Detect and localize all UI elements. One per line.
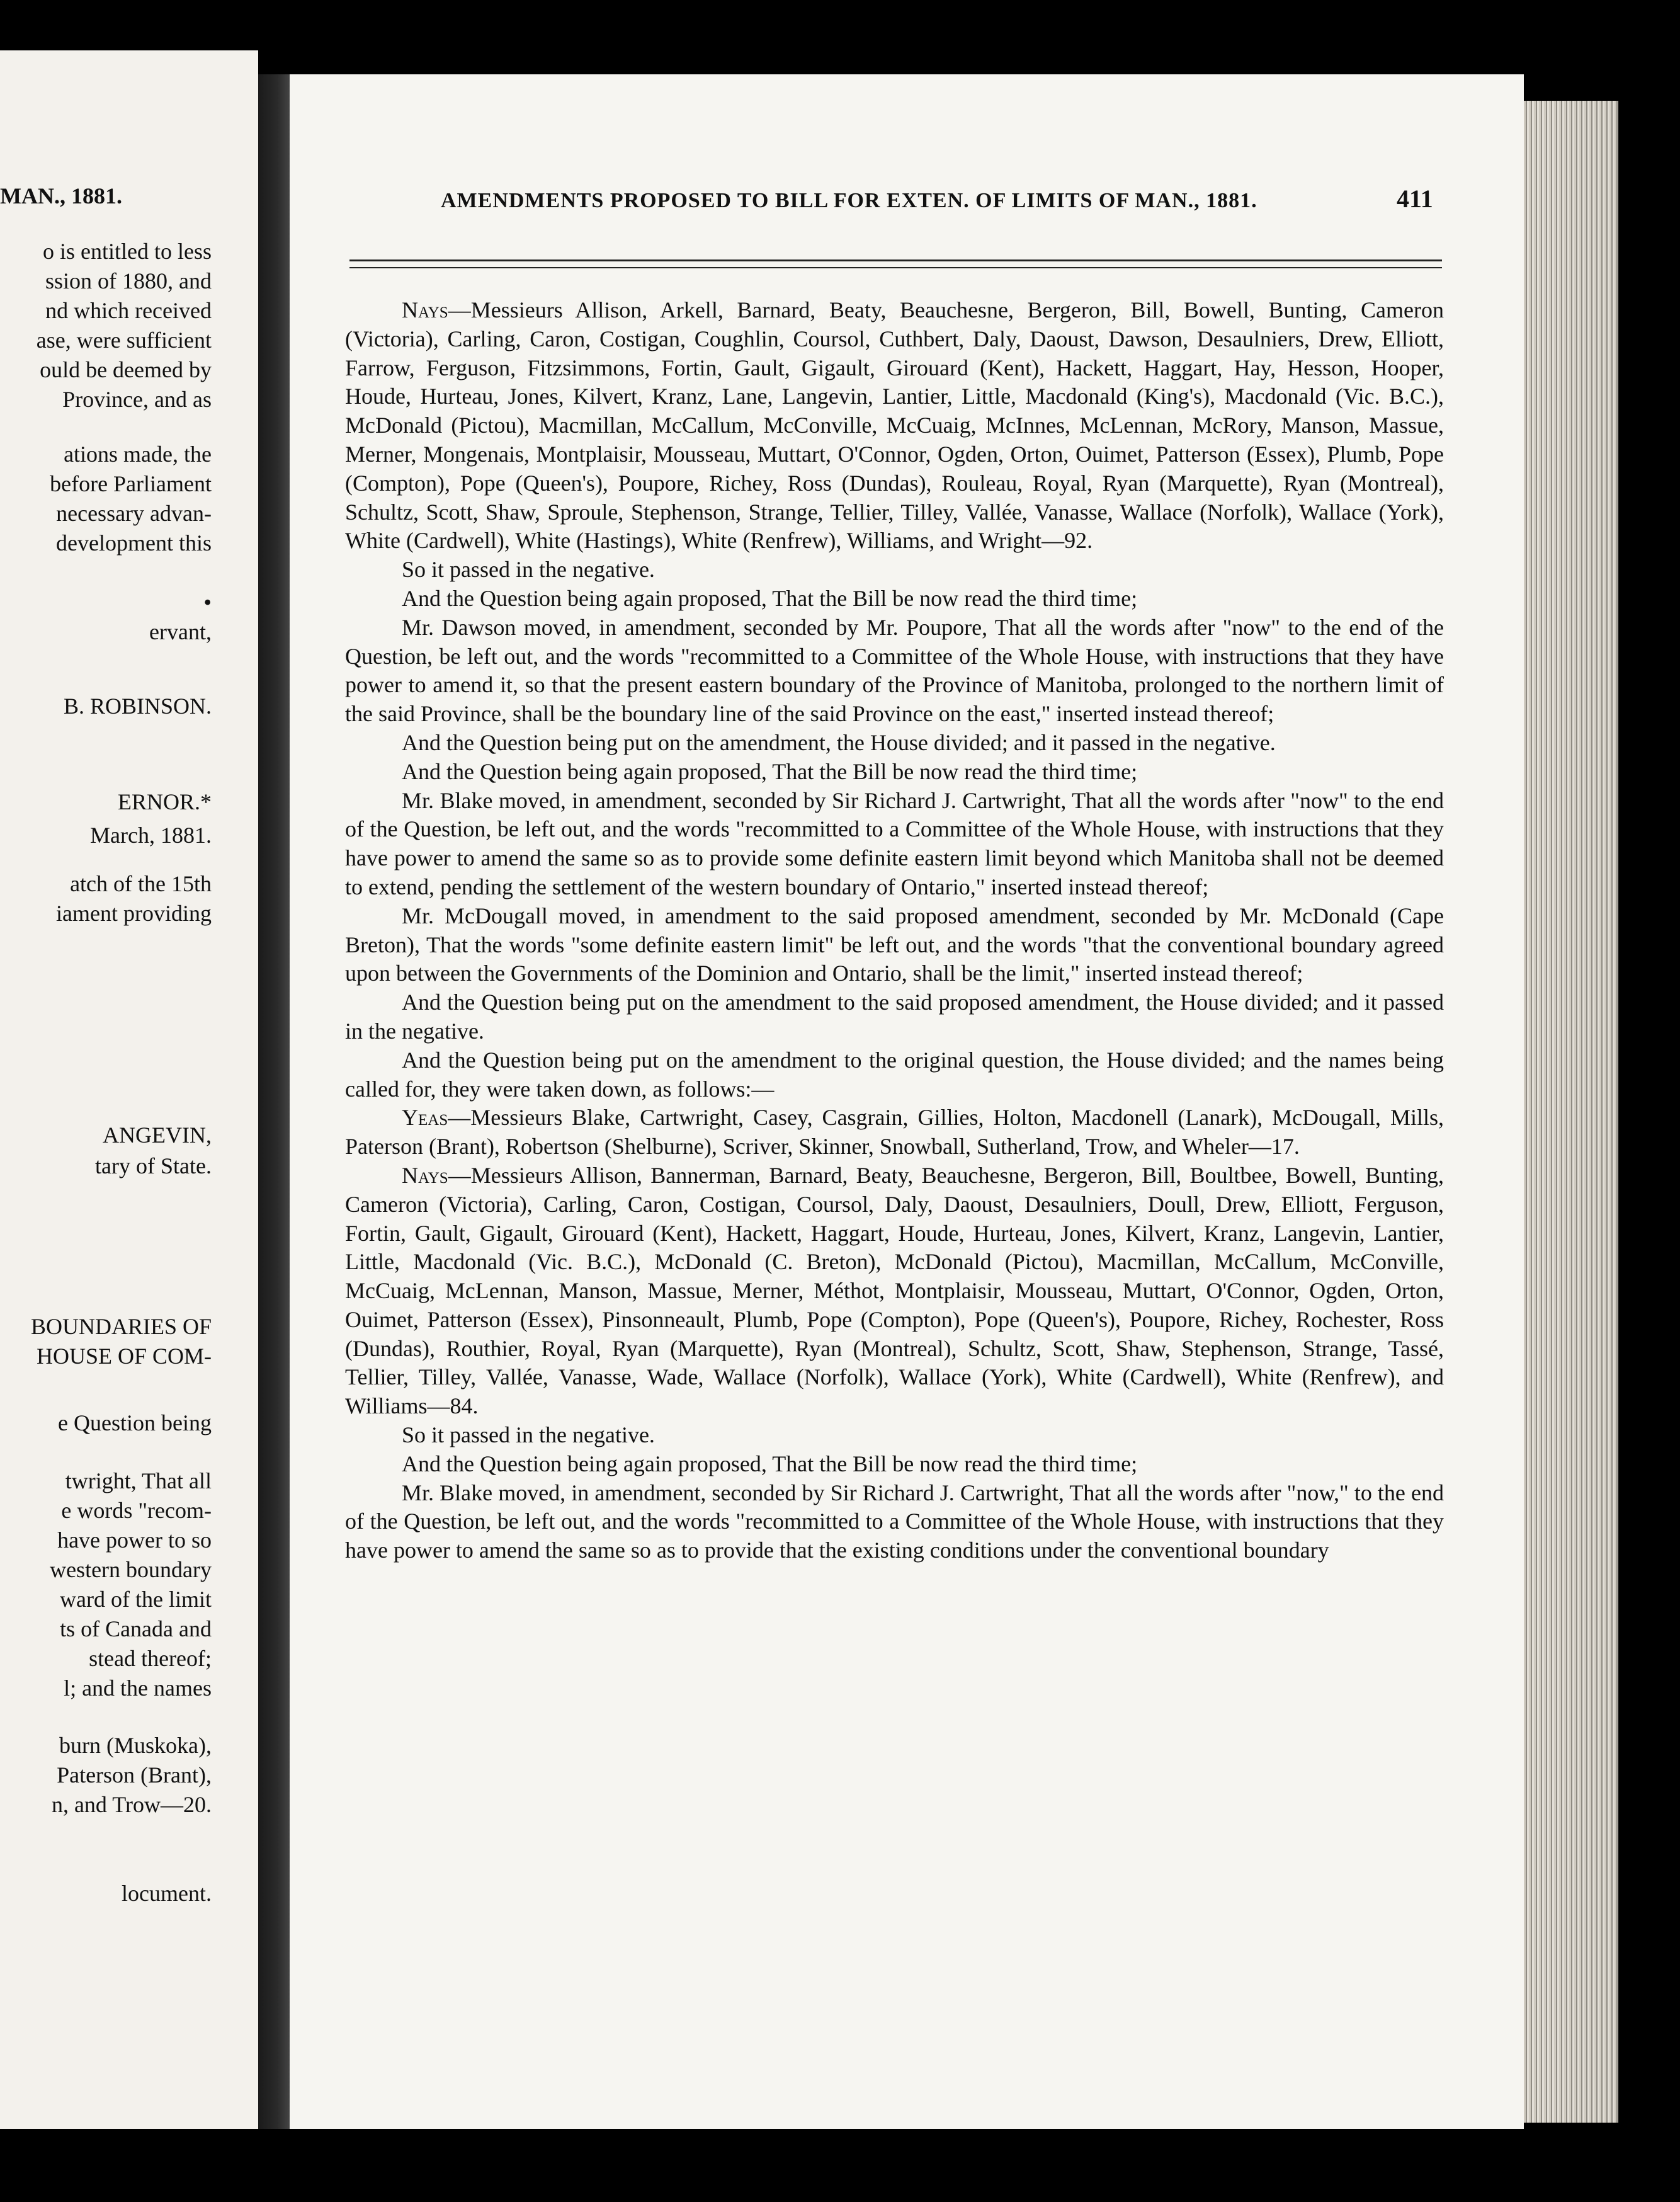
header-rule-thin	[349, 267, 1442, 268]
paragraph-text: —Messieurs Blake, Cartwright, Casey, Casgrain, Gillies, Holton, Macdonell (Lanark), McDougall, Mills, Paterson (Brant), Robertson (Shelburne), Scriver, Skinner, Snowball, Sutherland, Trow, and Wheler—17.	[345, 1105, 1444, 1160]
left-page-line: stead thereof;	[89, 1646, 212, 1671]
paragraph	[345, 988, 1444, 1046]
paragraph-text: —Messieurs Allison, Arkell, Barnard, Beaty, Beauchesne, Bergeron, Bill, Bowell, Bunting, Cameron (Victoria), Carling, Caron, Costigan, Coughlin, Coursol, Cuthbert, Daly, Daoust, Dawson, Desaulniers, Drew, Elliott, Farrow, Ferguson, Fitzsimmons, Fortin, Gault, Gigault, Girouard (Kent), Hackett, Haggart, Hay, Hesson, Hooper, Houde, Hurteau, Jones, Kilvert, Kranz, Lane, Langevin, Lantier, Little, Macdonald (King's), Macdonald (Vic. B.C.), McDonald (Pictou), Macmillan, McCallum, McConville, McCuaig, McInnes, McLennan, McRory, Manson, Massue, Merner, Mongenais, Montplaisir, Mousseau, Muttart, O'Connor, Ogden, Orton, Ouimet, Patterson (Essex), Plumb, Pope (Compton), Pope (Queen's), Poupore, Richey, Ross (Dundas), Rouleau, Royal, Ryan (Marquette), Ryan (Montreal), Schultz, Scott, Shaw, Sproule, Stephenson, Strange, Tellier, Tilley, Vallée, Vanasse, Wallace (Norfolk), Wallace (York), White (Cardwell), White (Hastings), White (Renfrew), Williams, and Wright—92.	[345, 297, 1444, 554]
left-page-line: western boundary	[50, 1557, 212, 1582]
left-page-line: before Parliament	[50, 471, 212, 496]
paragraph-text: And the Question being again proposed, That the Bill be now read the third time;	[402, 585, 1138, 611]
vote-label: Nays	[402, 1162, 448, 1188]
left-page-line: ssion of 1880, and	[45, 268, 212, 294]
paragraph	[345, 1479, 1444, 1565]
paragraph	[345, 556, 1444, 585]
page-number: 411	[1397, 185, 1433, 213]
page-gutter	[258, 74, 290, 2129]
paragraph	[345, 1104, 1444, 1161]
left-page-line: development this	[56, 530, 212, 556]
paragraph-text: Mr. Dawson moved, in amendment, seconded by Mr. Poupore, That all the words after "now" to the end of the Question, be left out, and the words "recommitted to a Committee of the Whole House, with instructions that they have power to amend it, so that the present eastern boundary of the Province of Manitoba, prolonged to the northern limit of the said Province, shall be the boundary line of the said Province on the east," inserted instead thereof;	[345, 614, 1444, 727]
paragraph-text: So it passed in the negative.	[402, 1422, 655, 1448]
paragraph	[345, 613, 1444, 729]
left-page-line: ations made, the	[64, 442, 212, 467]
paragraph-text: And the Question being put on the amendment to the said proposed amendment, the House divided; and it passed in the negative.	[345, 990, 1444, 1044]
paragraph	[345, 1046, 1444, 1104]
paragraph	[345, 585, 1444, 613]
left-page-line: ERNOR.*	[117, 789, 212, 814]
left-page-line: nd which received	[45, 298, 212, 323]
paragraph-text: Mr. Blake moved, in amendment, seconded by Sir Richard J. Cartwright, That all the words after "now," to the end of the Question, be left out, and the words "recommitted to a Committee of the Whole House, with instructions that they have power to amend the same so as to provide that the existing conditions under the conventional boundary	[345, 1480, 1444, 1563]
left-page-line: B. ROBINSON.	[63, 693, 212, 719]
left-page-line: ANGEVIN,	[103, 1122, 212, 1148]
left-page-line: ts of Canada and	[60, 1616, 212, 1641]
page-edges	[1524, 101, 1618, 2123]
left-page-line: HOUSE OF COM-	[36, 1343, 212, 1369]
left-page-line: Paterson (Brant),	[57, 1762, 212, 1788]
left-page-line: atch of the 15th	[70, 871, 212, 896]
paragraph	[345, 902, 1444, 988]
paragraph-text: So it passed in the negative.	[402, 557, 655, 583]
paragraph-text: —Messieurs Allison, Bannerman, Barnard, Beaty, Beauchesne, Bergeron, Bill, Boultbee, Bowell, Bunting, Cameron (Victoria), Carling, Caron, Costigan, Coursol, Daly, Daoust, Desaulniers, Doull, Drew, Elliott, Ferguson, Fortin, Gault, Gigault, Girouard (Kent), Hackett, Haggart, Houde, Hurteau, Jones, Kilvert, Kranz, Langevin, Lantier, Little, Macdonald (Vic. B.C.), McDonald (C. Breton), McDonald (Pictou), Macmillan, McCallum, McConville, McCuaig, McLennan, Manson, Massue, Merner, Méthot, Montplaisir, Mousseau, Muttart, O'Connor, Ogden, Orton, Ouimet, Patterson (Essex), Pinsonneault, Plumb, Pope (Compton), Pope (Queen's), Poupore, Richey, Rochester, Ross (Dundas), Routhier, Royal, Ryan (Marquette), Ryan (Montreal), Schultz, Scott, Shaw, Stephenson, Strange, Tassé, Tellier, Tilley, Vallée, Vanasse, Wade, Wallace (Norfolk), Wallace (York), White (Cardwell), White (Renfrew), and Williams—84.	[345, 1162, 1444, 1419]
left-page-line: Province, and as	[62, 387, 212, 412]
left-page-line: •	[203, 590, 212, 615]
left-page-line: necessary advan-	[56, 501, 212, 526]
paragraph	[345, 1161, 1444, 1421]
left-page-line: twright, That all	[65, 1468, 212, 1493]
vote-label: Yeas	[402, 1105, 448, 1131]
left-page-line: e Question being	[58, 1410, 212, 1435]
left-page-line: locument.	[122, 1881, 212, 1906]
left-page-line: March, 1881.	[90, 823, 212, 848]
paragraph-text: And the Question being put on the amendment, the House divided; and it passed in the negative.	[402, 729, 1276, 755]
paragraph	[345, 787, 1444, 902]
running-head: AMENDMENTS PROPOSED TO BILL FOR EXTEN. OF LIMITS OF MAN., 1881.	[441, 189, 1257, 212]
paragraph-text: And the Question being again proposed, That the Bill be now read the third time;	[402, 1451, 1138, 1476]
left-page	[0, 50, 258, 2129]
left-page-line: ervant,	[149, 619, 212, 644]
left-page-line: have power to so	[57, 1527, 212, 1553]
paragraph-text: Mr. Blake moved, in amendment, seconded by Sir Richard J. Cartwright, That all the words after "now" to the end of the Question, be left out, and the words "recommitted to a Committee of the Whole House, with instructions that they have power to amend the same so as to provide some definite eastern limit beyond which Manitoba shall not be deemed to extend, pending the settlement of the western boundary of Ontario," inserted instead thereof;	[345, 787, 1444, 899]
left-page-line: BOUNDARIES OF	[30, 1314, 212, 1339]
left-page-line: o is entitled to less	[43, 239, 212, 264]
paragraph-text: And the Question being put on the amendment to the original question, the House divided; and the names being called for, they were taken down, as follows:—	[345, 1047, 1444, 1102]
left-page-line: tary of State.	[95, 1153, 212, 1178]
left-page-line: ward of the limit	[60, 1587, 212, 1612]
paragraph	[345, 758, 1444, 787]
left-running-head: MAN., 1881.	[0, 183, 122, 208]
left-page-line: burn (Muskoka),	[59, 1733, 212, 1758]
left-page-line: ase, were sufficient	[36, 328, 212, 353]
header-rule	[349, 260, 1442, 261]
left-page-line: ould be deemed by	[40, 357, 212, 382]
left-page-line: n, and Trow—20.	[51, 1792, 212, 1817]
paragraph	[345, 296, 1444, 556]
left-page-line: l; and the names	[64, 1675, 212, 1701]
page-body	[345, 296, 1444, 1565]
left-page-line: iament providing	[56, 901, 212, 926]
paragraph-text: Mr. McDougall moved, in amendment to the said proposed amendment, seconded by Mr. McDonald (Cape Breton), That the words "some definite eastern limit" be left out, and the words "that the conventional boundary agreed upon between the Governments of the Dominion and Ontario, shall be the limit," inserted instead thereof;	[345, 903, 1444, 986]
left-page-line: e words "recom-	[61, 1498, 212, 1523]
paragraph	[345, 1421, 1444, 1450]
paragraph	[345, 1450, 1444, 1479]
paragraph-text: And the Question being again proposed, That the Bill be now read the third time;	[402, 758, 1138, 784]
paragraph	[345, 729, 1444, 758]
vote-label: Nays	[402, 297, 448, 322]
